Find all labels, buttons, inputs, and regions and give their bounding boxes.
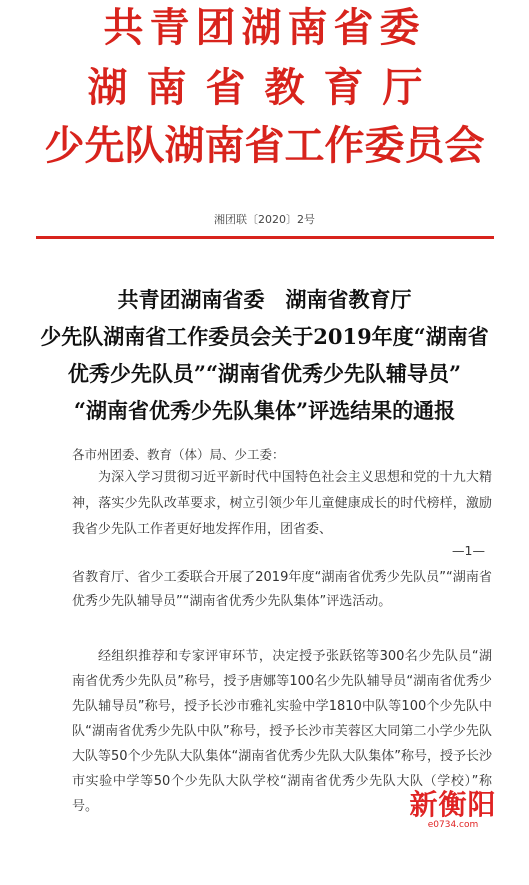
body-paragraph-1: 为深入学习贯彻习近平新时代中国特色社会主义思想和党的十九大精神，落实少先队改革要求，树立引领少年儿童健康成长的时代榜样，激励我省少先队工作者更好地发挥作用，团省委、	[72, 470, 492, 537]
body-paragraph-2: 经组织推荐和专家评审环节，决定授予张跃铭等300名少先队员“湖南省优秀少先队员”称号，授予唐娜等100名少先队辅导员“湖南省优秀少先队辅导员”称号，授予长沙市雅礼实验中学1810中队等100个少先队中队“湖南省优秀少先队中队”称号，授予长沙市芙蓉区大同第二小学少先队大队等50个少先队大队集体“湖南省优秀少先队大队集体”称号，授予长沙市实验中学等50个少先队大队学校“湖南省优秀少先队大队（学校）”称号。	[72, 649, 493, 814]
watermark-url: e0734.com	[427, 820, 479, 830]
document-title-line-2: 少先队湖南省工作委员会关于2019年度“湖南省	[40, 324, 489, 349]
watermark-logo-text: 新衡阳	[409, 788, 497, 821]
document-title-line-4: “湖南省优秀少先队集体”评选结果的通报	[73, 398, 456, 423]
watermark-logo	[403, 790, 503, 830]
body-paragraph-1-continued: 省教育厅、省少工委联合开展了2019年度“湖南省优秀少先队员”“湖南省优秀少先队辅导员”“湖南省优秀少先队集体”评选活动。	[72, 570, 492, 609]
page-number: —1—	[452, 543, 485, 558]
document-title-line-1: 共青团湖南省委 湖南省教育厅	[117, 287, 412, 312]
issuer-line-education-dept: 湖南省教育厅	[87, 65, 442, 111]
document-number: 湘团联〔2020〕2号	[214, 213, 315, 226]
issuer-line-pioneers-committee: 少先队湖南省工作委员会	[44, 123, 485, 169]
salutation: 各市州团委、教育（体）局、少工委：	[72, 447, 285, 462]
issuer-line-youth-league: 共青团湖南省委	[103, 5, 426, 51]
document-title-line-3: 优秀少先队员”“湖南省优秀少先队辅导员”	[67, 361, 462, 386]
red-divider-line	[36, 236, 494, 239]
